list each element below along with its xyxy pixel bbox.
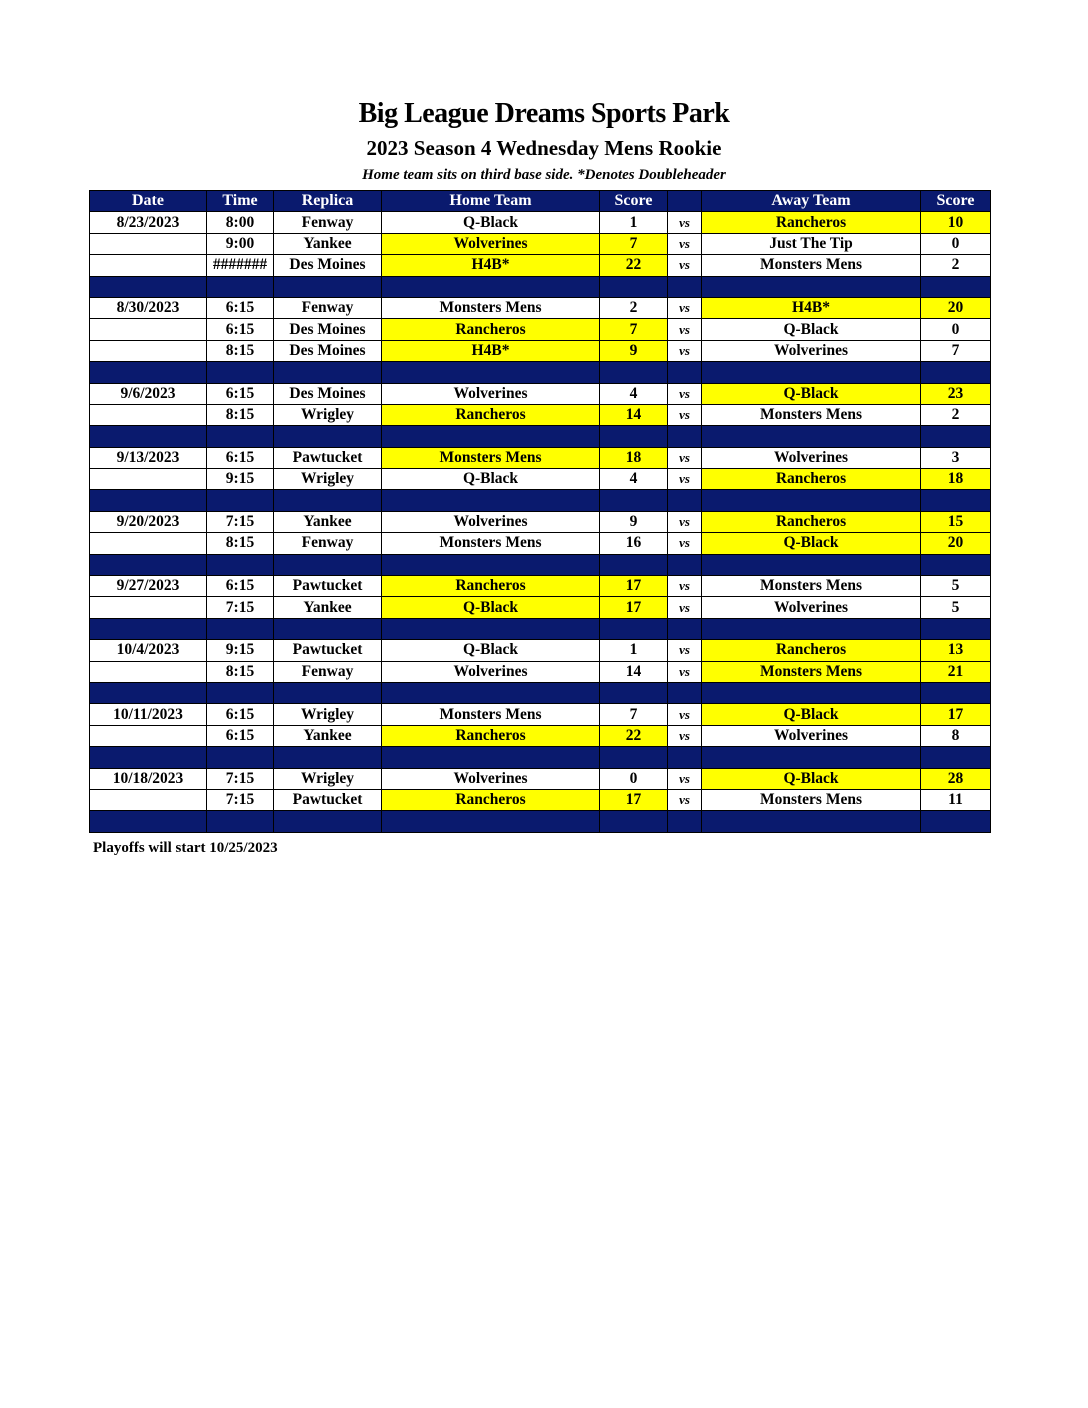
separator-cell <box>207 426 274 447</box>
home-score: 0 <box>600 768 668 789</box>
home-team: Rancheros <box>382 789 600 810</box>
separator-cell <box>274 490 382 511</box>
game-time: 6:15 <box>207 297 274 318</box>
separator-cell <box>921 362 991 383</box>
separator-cell <box>600 618 668 639</box>
separator-cell <box>668 362 702 383</box>
away-team: Q-Black <box>702 768 921 789</box>
separator-cell <box>921 811 991 832</box>
separator-cell <box>274 682 382 703</box>
separator-cell <box>668 682 702 703</box>
separator-cell <box>274 426 382 447</box>
game-date: 9/27/2023 <box>90 576 207 597</box>
game-time: 6:15 <box>207 725 274 746</box>
separator-cell <box>600 426 668 447</box>
separator-cell <box>207 276 274 297</box>
home-score: 1 <box>600 640 668 661</box>
game-time: 7:15 <box>207 789 274 810</box>
separator-cell <box>90 426 207 447</box>
game-replica: Des Moines <box>274 383 382 404</box>
home-score: 16 <box>600 533 668 554</box>
game-row <box>90 447 991 468</box>
home-score: 17 <box>600 597 668 618</box>
game-row <box>90 704 991 725</box>
separator-cell <box>207 682 274 703</box>
separator-cell <box>921 618 991 639</box>
home-team: Rancheros <box>382 319 600 340</box>
separator-cell <box>921 276 991 297</box>
away-team: Rancheros <box>702 511 921 532</box>
vs-label: vs <box>668 404 702 425</box>
game-replica: Pawtucket <box>274 789 382 810</box>
home-score: 14 <box>600 661 668 682</box>
vs-label: vs <box>668 447 702 468</box>
game-time: 9:15 <box>207 640 274 661</box>
week-separator-row <box>90 554 991 575</box>
home-team: Rancheros <box>382 576 600 597</box>
away-score: 28 <box>921 768 991 789</box>
game-date <box>90 533 207 554</box>
game-date <box>90 597 207 618</box>
separator-cell <box>668 554 702 575</box>
separator-cell <box>668 618 702 639</box>
game-date <box>90 255 207 276</box>
separator-cell <box>382 747 600 768</box>
week-separator-row <box>90 747 991 768</box>
game-date <box>90 233 207 254</box>
vs-label: vs <box>668 212 702 233</box>
game-date: 10/4/2023 <box>90 640 207 661</box>
game-row <box>90 212 991 233</box>
separator-cell <box>702 276 921 297</box>
week-separator-row <box>90 362 991 383</box>
home-team: Monsters Mens <box>382 297 600 318</box>
separator-cell <box>921 426 991 447</box>
game-row <box>90 255 991 276</box>
away-score: 21 <box>921 661 991 682</box>
game-replica: Wrigley <box>274 469 382 490</box>
game-row <box>90 661 991 682</box>
separator-cell <box>702 362 921 383</box>
separator-cell <box>274 362 382 383</box>
home-score: 2 <box>600 297 668 318</box>
separator-cell <box>90 682 207 703</box>
separator-cell <box>600 747 668 768</box>
separator-cell <box>207 490 274 511</box>
game-row <box>90 576 991 597</box>
away-score: 2 <box>921 404 991 425</box>
week-separator-row <box>90 276 991 297</box>
home-score: 14 <box>600 404 668 425</box>
away-team: Monsters Mens <box>702 661 921 682</box>
home-team: Q-Black <box>382 469 600 490</box>
separator-cell <box>90 276 207 297</box>
away-team: Q-Black <box>702 383 921 404</box>
away-team: Just The Tip <box>702 233 921 254</box>
away-score: 15 <box>921 511 991 532</box>
separator-cell <box>382 276 600 297</box>
away-score: 5 <box>921 597 991 618</box>
separator-cell <box>382 426 600 447</box>
game-row <box>90 533 991 554</box>
away-score: 2 <box>921 255 991 276</box>
separator-cell <box>382 811 600 832</box>
vs-label: vs <box>668 640 702 661</box>
game-replica: Pawtucket <box>274 576 382 597</box>
game-date <box>90 789 207 810</box>
game-row <box>90 404 991 425</box>
game-replica: Wrigley <box>274 704 382 725</box>
game-row <box>90 725 991 746</box>
game-replica: Fenway <box>274 533 382 554</box>
game-date: 9/13/2023 <box>90 447 207 468</box>
away-score: 17 <box>921 704 991 725</box>
away-team: Wolverines <box>702 340 921 361</box>
game-row <box>90 640 991 661</box>
game-row <box>90 789 991 810</box>
vs-label: vs <box>668 297 702 318</box>
col-away-team: Away Team <box>702 191 921 212</box>
home-team: Rancheros <box>382 725 600 746</box>
away-team: Wolverines <box>702 597 921 618</box>
home-team: Rancheros <box>382 404 600 425</box>
away-team: Rancheros <box>702 640 921 661</box>
game-time: 9:15 <box>207 469 274 490</box>
game-row <box>90 319 991 340</box>
game-row <box>90 511 991 532</box>
vs-label: vs <box>668 319 702 340</box>
col-home-team: Home Team <box>382 191 600 212</box>
away-team: Monsters Mens <box>702 576 921 597</box>
vs-label: vs <box>668 768 702 789</box>
vs-label: vs <box>668 725 702 746</box>
home-score: 22 <box>600 725 668 746</box>
separator-cell <box>702 747 921 768</box>
vs-label: vs <box>668 597 702 618</box>
separator-cell <box>921 747 991 768</box>
game-date <box>90 319 207 340</box>
week-separator-row <box>90 682 991 703</box>
separator-cell <box>702 682 921 703</box>
separator-cell <box>274 747 382 768</box>
page-subtitle: 2023 Season 4 Wednesday Mens Rookie <box>366 136 722 160</box>
game-replica: Fenway <box>274 297 382 318</box>
game-row <box>90 383 991 404</box>
home-team: H4B* <box>382 255 600 276</box>
separator-cell <box>668 276 702 297</box>
home-team: Q-Black <box>382 640 600 661</box>
separator-cell <box>207 618 274 639</box>
separator-cell <box>90 747 207 768</box>
home-score: 4 <box>600 383 668 404</box>
separator-cell <box>382 554 600 575</box>
separator-cell <box>90 362 207 383</box>
away-score: 10 <box>921 212 991 233</box>
away-team: Q-Black <box>702 533 921 554</box>
game-replica: Yankee <box>274 511 382 532</box>
home-team: Monsters Mens <box>382 533 600 554</box>
game-replica: Pawtucket <box>274 447 382 468</box>
col-date: Date <box>90 191 207 212</box>
home-score: 7 <box>600 233 668 254</box>
game-row <box>90 297 991 318</box>
separator-cell <box>702 426 921 447</box>
away-team: Wolverines <box>702 447 921 468</box>
away-team: Q-Black <box>702 319 921 340</box>
separator-cell <box>600 362 668 383</box>
away-score: 0 <box>921 233 991 254</box>
separator-cell <box>921 554 991 575</box>
separator-cell <box>274 618 382 639</box>
col-away-score: Score <box>921 191 991 212</box>
away-score: 3 <box>921 447 991 468</box>
separator-cell <box>382 682 600 703</box>
away-team: Monsters Mens <box>702 789 921 810</box>
game-row <box>90 768 991 789</box>
col-time: Time <box>207 191 274 212</box>
separator-cell <box>207 554 274 575</box>
game-replica: Des Moines <box>274 340 382 361</box>
week-separator-row <box>90 811 991 832</box>
separator-cell <box>90 554 207 575</box>
game-replica: Des Moines <box>274 319 382 340</box>
away-score: 20 <box>921 297 991 318</box>
header-row <box>90 191 991 212</box>
separator-cell <box>668 426 702 447</box>
game-replica: Wrigley <box>274 404 382 425</box>
home-score: 7 <box>600 704 668 725</box>
separator-cell <box>702 811 921 832</box>
game-row <box>90 340 991 361</box>
game-date <box>90 725 207 746</box>
away-team: Monsters Mens <box>702 404 921 425</box>
separator-cell <box>702 618 921 639</box>
game-row <box>90 469 991 490</box>
vs-label: vs <box>668 255 702 276</box>
home-team: Q-Black <box>382 212 600 233</box>
home-team: Wolverines <box>382 383 600 404</box>
col-home-score: Score <box>600 191 668 212</box>
game-date: 9/6/2023 <box>90 383 207 404</box>
game-time: 6:15 <box>207 319 274 340</box>
col-replica: Replica <box>274 191 382 212</box>
page-title: Big League Dreams Sports Park <box>358 98 730 129</box>
vs-label: vs <box>668 533 702 554</box>
separator-cell <box>600 811 668 832</box>
separator-cell <box>702 554 921 575</box>
separator-cell <box>274 554 382 575</box>
game-time: 6:15 <box>207 704 274 725</box>
home-score: 17 <box>600 576 668 597</box>
separator-cell <box>90 811 207 832</box>
separator-cell <box>207 362 274 383</box>
game-replica: Yankee <box>274 597 382 618</box>
game-date <box>90 404 207 425</box>
separator-cell <box>382 618 600 639</box>
game-time: 7:15 <box>207 511 274 532</box>
home-team: Wolverines <box>382 661 600 682</box>
vs-label: vs <box>668 576 702 597</box>
separator-cell <box>702 490 921 511</box>
away-team: Rancheros <box>702 469 921 490</box>
home-team: H4B* <box>382 340 600 361</box>
vs-label: vs <box>668 511 702 532</box>
separator-cell <box>600 682 668 703</box>
game-time: 8:00 <box>207 212 274 233</box>
away-team: Q-Black <box>702 704 921 725</box>
separator-cell <box>600 554 668 575</box>
vs-label: vs <box>668 233 702 254</box>
separator-cell <box>921 490 991 511</box>
game-replica: Fenway <box>274 661 382 682</box>
vs-label: vs <box>668 383 702 404</box>
separator-cell <box>668 747 702 768</box>
week-separator-row <box>90 426 991 447</box>
home-score: 7 <box>600 319 668 340</box>
schedule-note: Home team sits on third base side. *Denotes Doubleheader <box>362 167 726 183</box>
home-score: 17 <box>600 789 668 810</box>
game-date: 9/20/2023 <box>90 511 207 532</box>
home-score: 9 <box>600 340 668 361</box>
game-time: 8:15 <box>207 661 274 682</box>
away-team: Monsters Mens <box>702 255 921 276</box>
separator-cell <box>600 276 668 297</box>
game-date: 8/23/2023 <box>90 212 207 233</box>
home-team: Q-Black <box>382 597 600 618</box>
separator-cell <box>90 618 207 639</box>
away-score: 5 <box>921 576 991 597</box>
home-score: 4 <box>600 469 668 490</box>
game-time: 9:00 <box>207 233 274 254</box>
separator-cell <box>90 490 207 511</box>
vs-label: vs <box>668 661 702 682</box>
game-row <box>90 233 991 254</box>
separator-cell <box>668 490 702 511</box>
game-replica: Des Moines <box>274 255 382 276</box>
away-score: 0 <box>921 319 991 340</box>
game-date: 8/30/2023 <box>90 297 207 318</box>
game-time: 8:15 <box>207 533 274 554</box>
away-score: 13 <box>921 640 991 661</box>
game-replica: Yankee <box>274 233 382 254</box>
game-time: 8:15 <box>207 404 274 425</box>
home-score: 1 <box>600 212 668 233</box>
away-score: 11 <box>921 789 991 810</box>
game-time: 8:15 <box>207 340 274 361</box>
game-time: 6:15 <box>207 576 274 597</box>
week-separator-row <box>90 490 991 511</box>
away-team: Wolverines <box>702 725 921 746</box>
game-date <box>90 340 207 361</box>
game-date <box>90 469 207 490</box>
week-separator-row <box>90 618 991 639</box>
separator-cell <box>921 682 991 703</box>
game-time: 6:15 <box>207 447 274 468</box>
away-team: Rancheros <box>702 212 921 233</box>
home-score: 9 <box>600 511 668 532</box>
away-score: 7 <box>921 340 991 361</box>
separator-cell <box>668 811 702 832</box>
playoffs-note: Playoffs will start 10/25/2023 <box>93 840 278 856</box>
away-team: H4B* <box>702 297 921 318</box>
game-replica: Pawtucket <box>274 640 382 661</box>
schedule-body <box>90 212 991 832</box>
away-score: 8 <box>921 725 991 746</box>
separator-cell <box>382 490 600 511</box>
away-score: 20 <box>921 533 991 554</box>
vs-label: vs <box>668 340 702 361</box>
away-score: 18 <box>921 469 991 490</box>
home-team: Monsters Mens <box>382 447 600 468</box>
home-score: 22 <box>600 255 668 276</box>
game-time: 7:15 <box>207 597 274 618</box>
vs-label: vs <box>668 789 702 810</box>
game-date: 10/18/2023 <box>90 768 207 789</box>
separator-cell <box>207 747 274 768</box>
home-team: Monsters Mens <box>382 704 600 725</box>
separator-cell <box>274 811 382 832</box>
game-date <box>90 661 207 682</box>
game-replica: Wrigley <box>274 768 382 789</box>
game-row <box>90 597 991 618</box>
schedule-table <box>89 190 991 833</box>
separator-cell <box>274 276 382 297</box>
home-team: Wolverines <box>382 768 600 789</box>
game-time: ####### <box>207 255 274 276</box>
game-replica: Yankee <box>274 725 382 746</box>
separator-cell <box>207 811 274 832</box>
home-score: 18 <box>600 447 668 468</box>
separator-cell <box>600 490 668 511</box>
game-date: 10/11/2023 <box>90 704 207 725</box>
vs-label: vs <box>668 704 702 725</box>
game-time: 6:15 <box>207 383 274 404</box>
col-vs <box>668 191 702 212</box>
home-team: Wolverines <box>382 233 600 254</box>
away-score: 23 <box>921 383 991 404</box>
vs-label: vs <box>668 469 702 490</box>
home-team: Wolverines <box>382 511 600 532</box>
game-replica: Fenway <box>274 212 382 233</box>
game-time: 7:15 <box>207 768 274 789</box>
separator-cell <box>382 362 600 383</box>
